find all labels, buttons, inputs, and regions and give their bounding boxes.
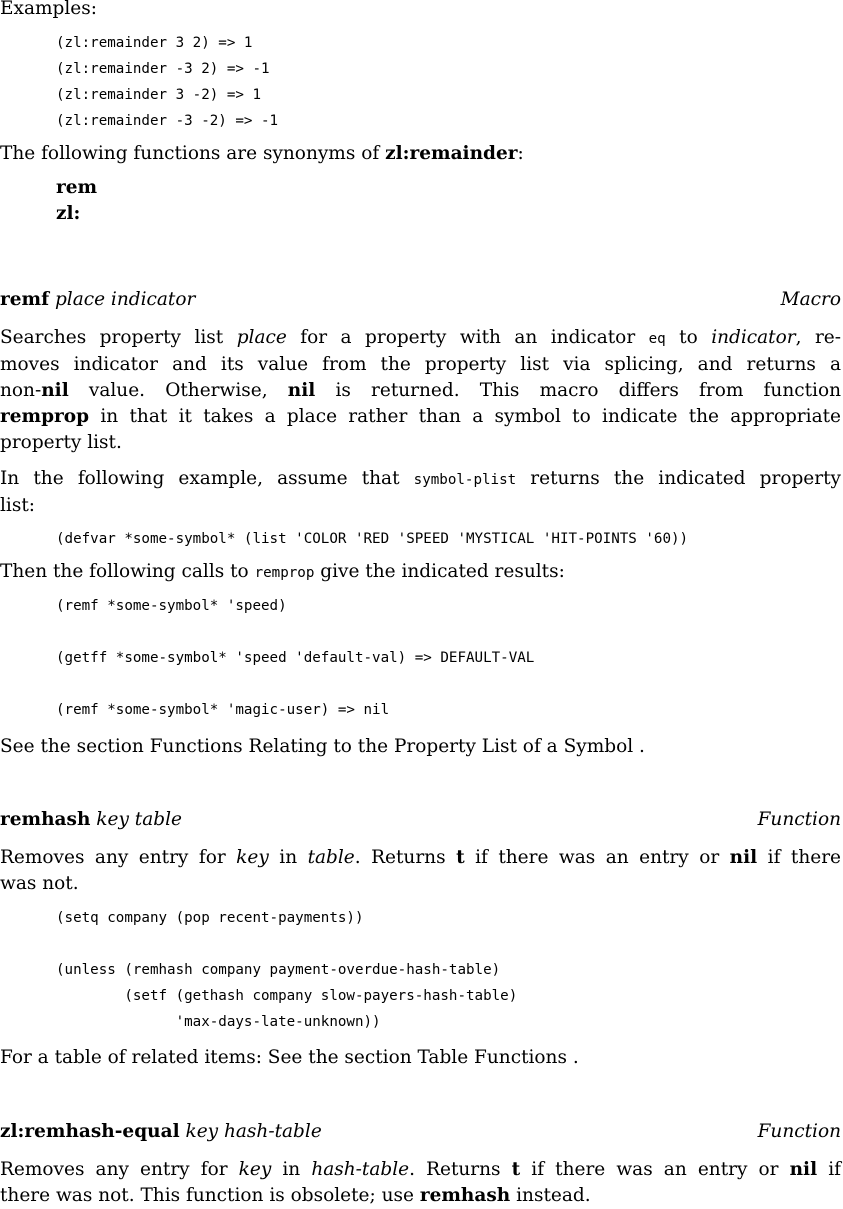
see-also-link[interactable]: See the section Functions Relating to the Property List of a Symbol . — [0, 736, 645, 757]
text-line: In the following example, assume that symbol-plist returns the indicated property — [0, 468, 841, 489]
remhash-equal-description — [0, 1157, 841, 1209]
entry-header-remhash-equal: zl:remhash-equal key hash-table — [0, 1121, 322, 1142]
text-line: remprop in that it takes a place rather than a symbol to indicate the appropriate — [0, 406, 841, 427]
examples-label: Examples: — [0, 0, 97, 19]
code-line: (zl:remainder -3 2) => -1 — [56, 61, 270, 77]
code-line: (defvar *some-symbol* (list 'COLOR 'RED 'SPEED 'MYSTICAL 'HIT-POINTS '60)) — [56, 531, 689, 547]
see-also-link[interactable]: For a table of related items: See the section Table Functions . — [0, 1047, 579, 1068]
entry-header-remf: remf place indicator — [0, 289, 196, 310]
text-line: moves indicator and its value from the property list via splicing, and returns a — [0, 354, 841, 375]
entry-header-remhash: remhash key table — [0, 809, 182, 830]
code-line: (setq company (pop recent-payments)) — [56, 910, 364, 926]
entry-type-remhash: Function — [757, 809, 841, 830]
remhash-description — [0, 845, 841, 897]
synonym-target: zl:remainder — [385, 143, 518, 164]
synonym-item: zl: — [56, 203, 81, 224]
text-line: Removes any entry for key in table. Returns t if there was an entry or nil if there — [0, 847, 841, 868]
remf-then-sentence: Then the following calls to remprop give the indicated results: — [0, 561, 565, 582]
text-line: Removes any entry for key in hash-table. Returns t if there was an entry or nil if — [0, 1159, 841, 1180]
entry-type-remf: Macro — [780, 289, 841, 310]
synonyms-sentence: The following functions are synonyms of zl:remainder: — [0, 143, 524, 164]
remf-example-intro — [0, 466, 841, 519]
text-line: list: — [0, 495, 35, 516]
text-line: was not. — [0, 873, 79, 894]
code-line: (zl:remainder 3 2) => 1 — [56, 35, 253, 51]
code-line: (remf *some-symbol* 'magic-user) => nil — [56, 702, 390, 718]
text-line: Searches property list place for a property with an indicator eq to indicator, re- — [0, 327, 841, 348]
text-line: there was not. This function is obsolete; use remhash instead. — [0, 1185, 591, 1206]
text-line: non-nil value. Otherwise, nil is returned. This macro differs from function — [0, 380, 841, 401]
code-line: (remf *some-symbol* 'speed) — [56, 598, 287, 614]
code-line: (setf (gethash company slow-payers-hash-table) — [56, 988, 518, 1004]
code-line: (zl:remainder 3 -2) => 1 — [56, 87, 261, 103]
entry-type-remhash-equal: Function — [757, 1121, 841, 1142]
code-line: (zl:remainder -3 -2) => -1 — [56, 113, 279, 129]
remf-description — [0, 325, 841, 456]
code-line: (getff *some-symbol* 'speed 'default-val) => DEFAULT-VAL — [56, 650, 535, 666]
code-line: (unless (remhash company payment-overdue-hash-table) — [56, 962, 501, 978]
text-line: property list. — [0, 432, 122, 453]
synonym-item: rem — [56, 177, 98, 198]
code-line: 'max-days-late-unknown)) — [56, 1014, 381, 1030]
